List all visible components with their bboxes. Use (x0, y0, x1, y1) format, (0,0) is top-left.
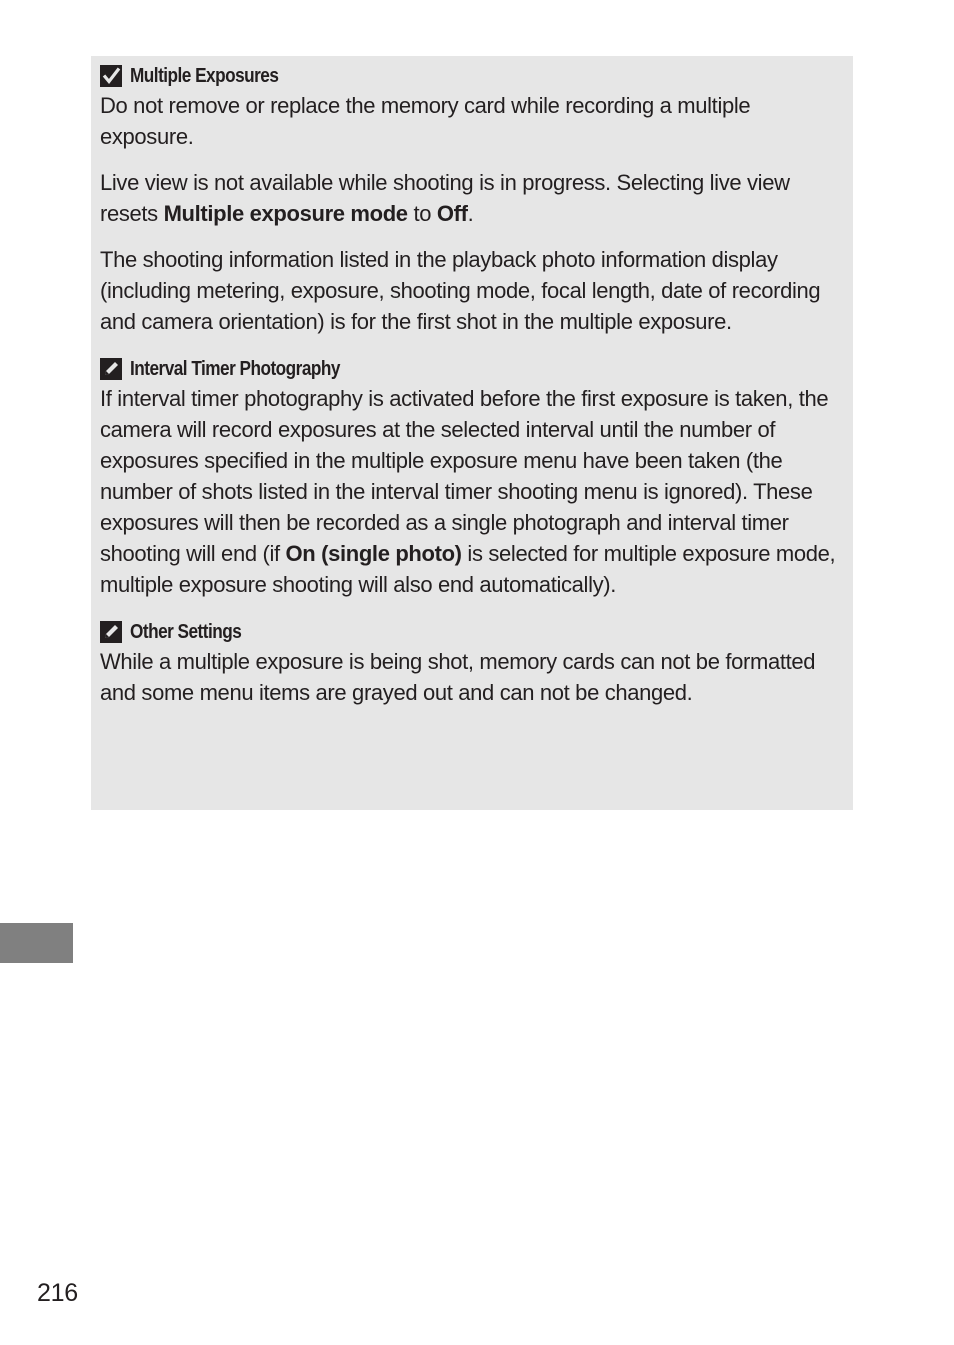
paragraph: If interval timer photography is activated before the first exposure is taken, the camera will record exposures at the selected interval until the number of exposures specified in the multiple exposure menu have been taken (the number of shots listed in the interval timer shooting menu is ignored). These exposures will then be recorded as a single photograph and interval timer shooting will end (if On (single photo) is selected for multiple exposure mode, multiple exposure shooting will also end automatically). (100, 386, 836, 597)
pencil-icon (100, 621, 122, 643)
heading-text: Other Settings (130, 620, 242, 643)
pencil-icon (100, 358, 122, 380)
menu-term: Off (436, 201, 468, 226)
paragraph: The shooting information listed in the playback photo information display (including metering, exposure, shooting mode, focal length, date of recording and camera orientation) is for the first shot in the multiple exposure. (100, 247, 821, 334)
paragraph: While a multiple exposure is being shot, memory cards can not be formatted and some menu items are grayed out and can not be changed. (100, 649, 816, 705)
paragraph: Live view is not available while shooting is in progress. Selecting live view resets Multiple exposure mode to Off. (100, 170, 790, 226)
note-box (91, 56, 853, 810)
menu-term: Multiple exposure mode (163, 201, 408, 226)
note-heading-interval-timer (100, 355, 843, 383)
menu-term: On (single photo) (285, 541, 462, 566)
note-heading-other-settings (100, 618, 843, 646)
checkmark-icon (100, 65, 122, 87)
page-number: 216 (37, 1279, 78, 1307)
heading-text: Multiple Exposures (130, 64, 279, 87)
heading-text: Interval Timer Photography (130, 357, 340, 380)
chapter-tab (0, 923, 73, 963)
paragraph: Do not remove or replace the memory card while recording a multiple exposure. (100, 93, 751, 149)
note-heading-multiple-exposures (100, 62, 843, 90)
